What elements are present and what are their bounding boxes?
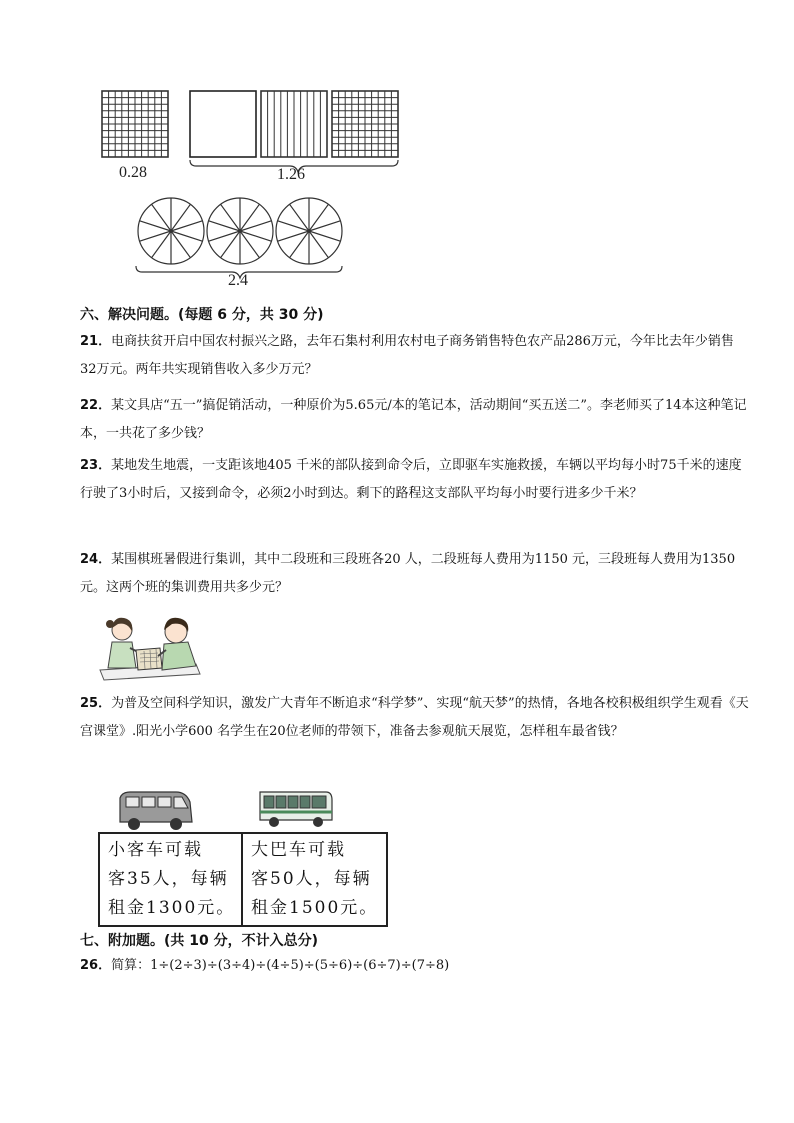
small-bus-icon (116, 788, 196, 832)
question-24: 24 ． 某围棋班暑假进行集训，其中二段班和三段班各20 人，二段班每人费用为1150 元，三段班每人费用为1350 元。这两个班的集训费用共多少元？ (80, 546, 750, 602)
hundred-grid-figure (0, 0, 794, 300)
circle-radius (171, 204, 190, 231)
question-23: 23 ． 某地发生地震，一支距该地405 千米的部队接到命令后，立即驱车实施救援，车辆以平均每小时75千米的速度行驶了3小时后，又接到命令，必须2小时到达。剩下的路程这支部队平均每小时要行进多少千米？ (80, 452, 750, 508)
hundred-grid-a (102, 91, 168, 157)
question-21: 21 ． 电商扶贫开启中国农村振兴之路，去年石集村利用农村电子商务销售特色农产品286万元，今年比去年少销售32万元。两年共实现销售收入多少万元？ (80, 328, 750, 384)
circle-radius (209, 231, 240, 241)
go-players-illustration (96, 608, 206, 682)
question-25: 25 ． 为普及空间科学知识，激发广大青年不断追求“科学梦”、实现“航天梦”的热情，各地各校积极组织学生观看《天宫课堂》.阳光小学600 名学生在20位老师的带领下，准备去参观航天展览，怎样租车最省钱？ (80, 690, 750, 746)
circle-radius (290, 204, 309, 231)
circle-radius (309, 231, 340, 241)
circle-radius (240, 204, 259, 231)
circle-radius (171, 221, 202, 231)
circle-radius (290, 231, 309, 258)
circles-value-label: 2.4 (228, 272, 248, 289)
circle-radius (309, 231, 328, 258)
circle-radius (140, 221, 171, 231)
whole-square (190, 91, 256, 157)
circle-radius (171, 231, 202, 241)
question-22: 22 ． 某文具店“五一”搞促销活动，一种原价为5.65元/本的笔记本，活动期间“买五送二”。李老师买了14本这种笔记本，一共花了多少钱？ (80, 392, 750, 448)
circle-radius (240, 221, 271, 231)
circle-radius (309, 204, 328, 231)
circle-radius (221, 204, 240, 231)
circle-radius (171, 231, 190, 258)
circle-radius (221, 231, 240, 258)
circle-radius (240, 231, 271, 241)
circle-radius (278, 231, 309, 241)
circle-radius (278, 221, 309, 231)
tenths-strip-square (261, 91, 327, 157)
circle-radius (240, 231, 259, 258)
large-bus-info-box: 大巴车可载 客50人，每辆 租金1500元。 (241, 832, 388, 927)
large-bus-icon (256, 786, 336, 830)
circle-radius (209, 221, 240, 231)
question-26: 26 ． 简算：1÷(2÷3)÷(3÷4)÷(4÷5)÷(5÷6)÷(6÷7)÷(7÷8) (80, 952, 750, 980)
small-bus-info-box: 小客车可载 客35人，每辆 租金1300元。 (98, 832, 245, 927)
section-seven-title: 七、附加题。(共 10 分，不计入总分) (80, 933, 319, 949)
combo-value-label: 1.26 (277, 166, 305, 183)
circle-radius (140, 231, 171, 241)
circle-radius (152, 231, 171, 258)
section-six-title: 六、解决问题。(每题 6 分，共 30 分) (80, 307, 324, 323)
divided-circles (138, 198, 342, 264)
circle-radius (152, 204, 171, 231)
grid-value-label: 0.28 (119, 164, 147, 181)
hundred-grid-b (332, 91, 398, 157)
circle-radius (309, 221, 340, 231)
